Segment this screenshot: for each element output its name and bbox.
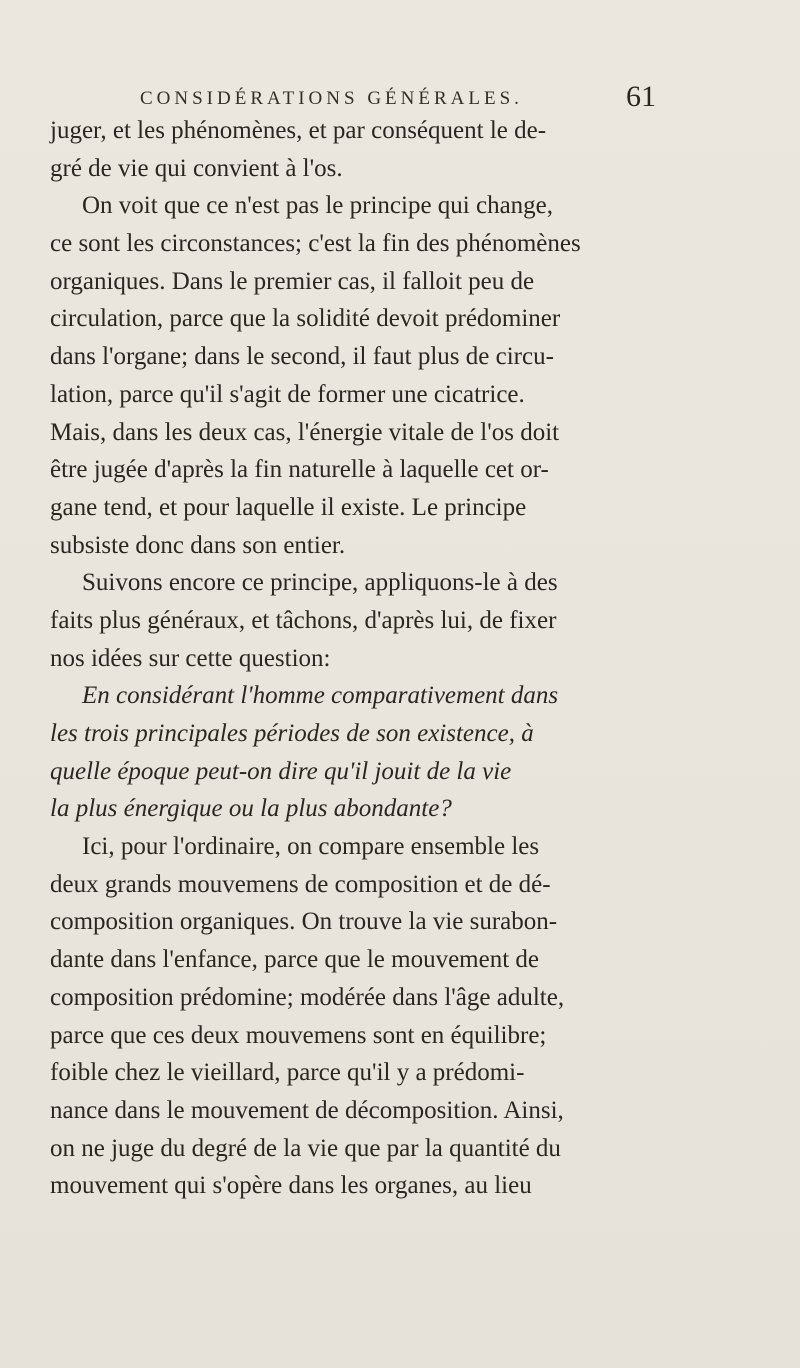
page-number: 61 xyxy=(626,80,656,113)
text-line: on ne juge du degré de la vie que par la quantité du xyxy=(50,1134,561,1162)
text-line: dante dans l'enfance, parce que le mouvement de xyxy=(50,946,540,974)
text-line: nos idées sur cette question: xyxy=(50,644,331,672)
text-line: composition prédomine; modérée dans l'âge adulte, xyxy=(50,983,565,1011)
text-line: gane tend, et pour laquelle il existe. Le principe xyxy=(50,493,527,521)
text-line: faits plus généraux, et tâchons, d'après lui, de fixer xyxy=(50,606,557,634)
question-line: quelle époque peut-on dire qu'il jouit de la vie xyxy=(50,757,512,785)
text-line: nance dans le mouvement de décomposition. Ainsi, xyxy=(50,1096,564,1124)
text-line: parce que ces deux mouvemens sont en équilibre; xyxy=(50,1021,547,1049)
text-line: deux grands mouvemens de composition et de dé- xyxy=(50,870,551,898)
text-line: être jugée d'après la fin naturelle à laquelle cet or- xyxy=(50,456,549,484)
text-line: gré de vie qui convient à l'os. xyxy=(50,154,343,182)
paragraph-start-line: On voit que ce n'est pas le principe qui change, xyxy=(82,192,554,220)
body-text xyxy=(50,112,750,1205)
question-line: En considérant l'homme comparativement dans xyxy=(82,682,559,710)
text-line: dans l'organe; dans le second, il faut plus de circu- xyxy=(50,343,554,371)
question-line: les trois principales périodes de son existence, à xyxy=(50,720,534,747)
text-line: organiques. Dans le premier cas, il falloit peu de xyxy=(50,267,535,295)
text-line: lation, parce qu'il s'agit de former une cicatrice. xyxy=(50,380,525,408)
text-line: subsiste donc dans son entier. xyxy=(50,531,346,559)
paragraph-start-line: Suivons encore ce principe, appliquons-le à des xyxy=(82,569,558,597)
paragraph-start-line: Ici, pour l'ordinaire, on compare ensemble les xyxy=(82,833,540,861)
text-line: foible chez le vieillard, parce qu'il y a prédomi- xyxy=(50,1059,525,1087)
text-line: composition organiques. On trouve la vie surabon- xyxy=(50,908,558,936)
text-line: mouvement qui s'opère dans les organes, au lieu xyxy=(50,1172,532,1200)
question-line: la plus énergique ou la plus abondante? xyxy=(50,795,452,823)
text-line: circulation, parce que la solidité devoit prédominer xyxy=(50,305,561,333)
text-line: juger, et les phénomènes, et par conséquent le de- xyxy=(50,117,547,144)
text-line: ce sont les circonstances; c'est la fin des phénomènes xyxy=(50,230,581,258)
running-head: CONSIDÉRATIONS GÉNÉRALES. xyxy=(140,88,523,109)
text-line: Mais, dans les deux cas, l'énergie vitale de l'os doit xyxy=(50,418,560,446)
